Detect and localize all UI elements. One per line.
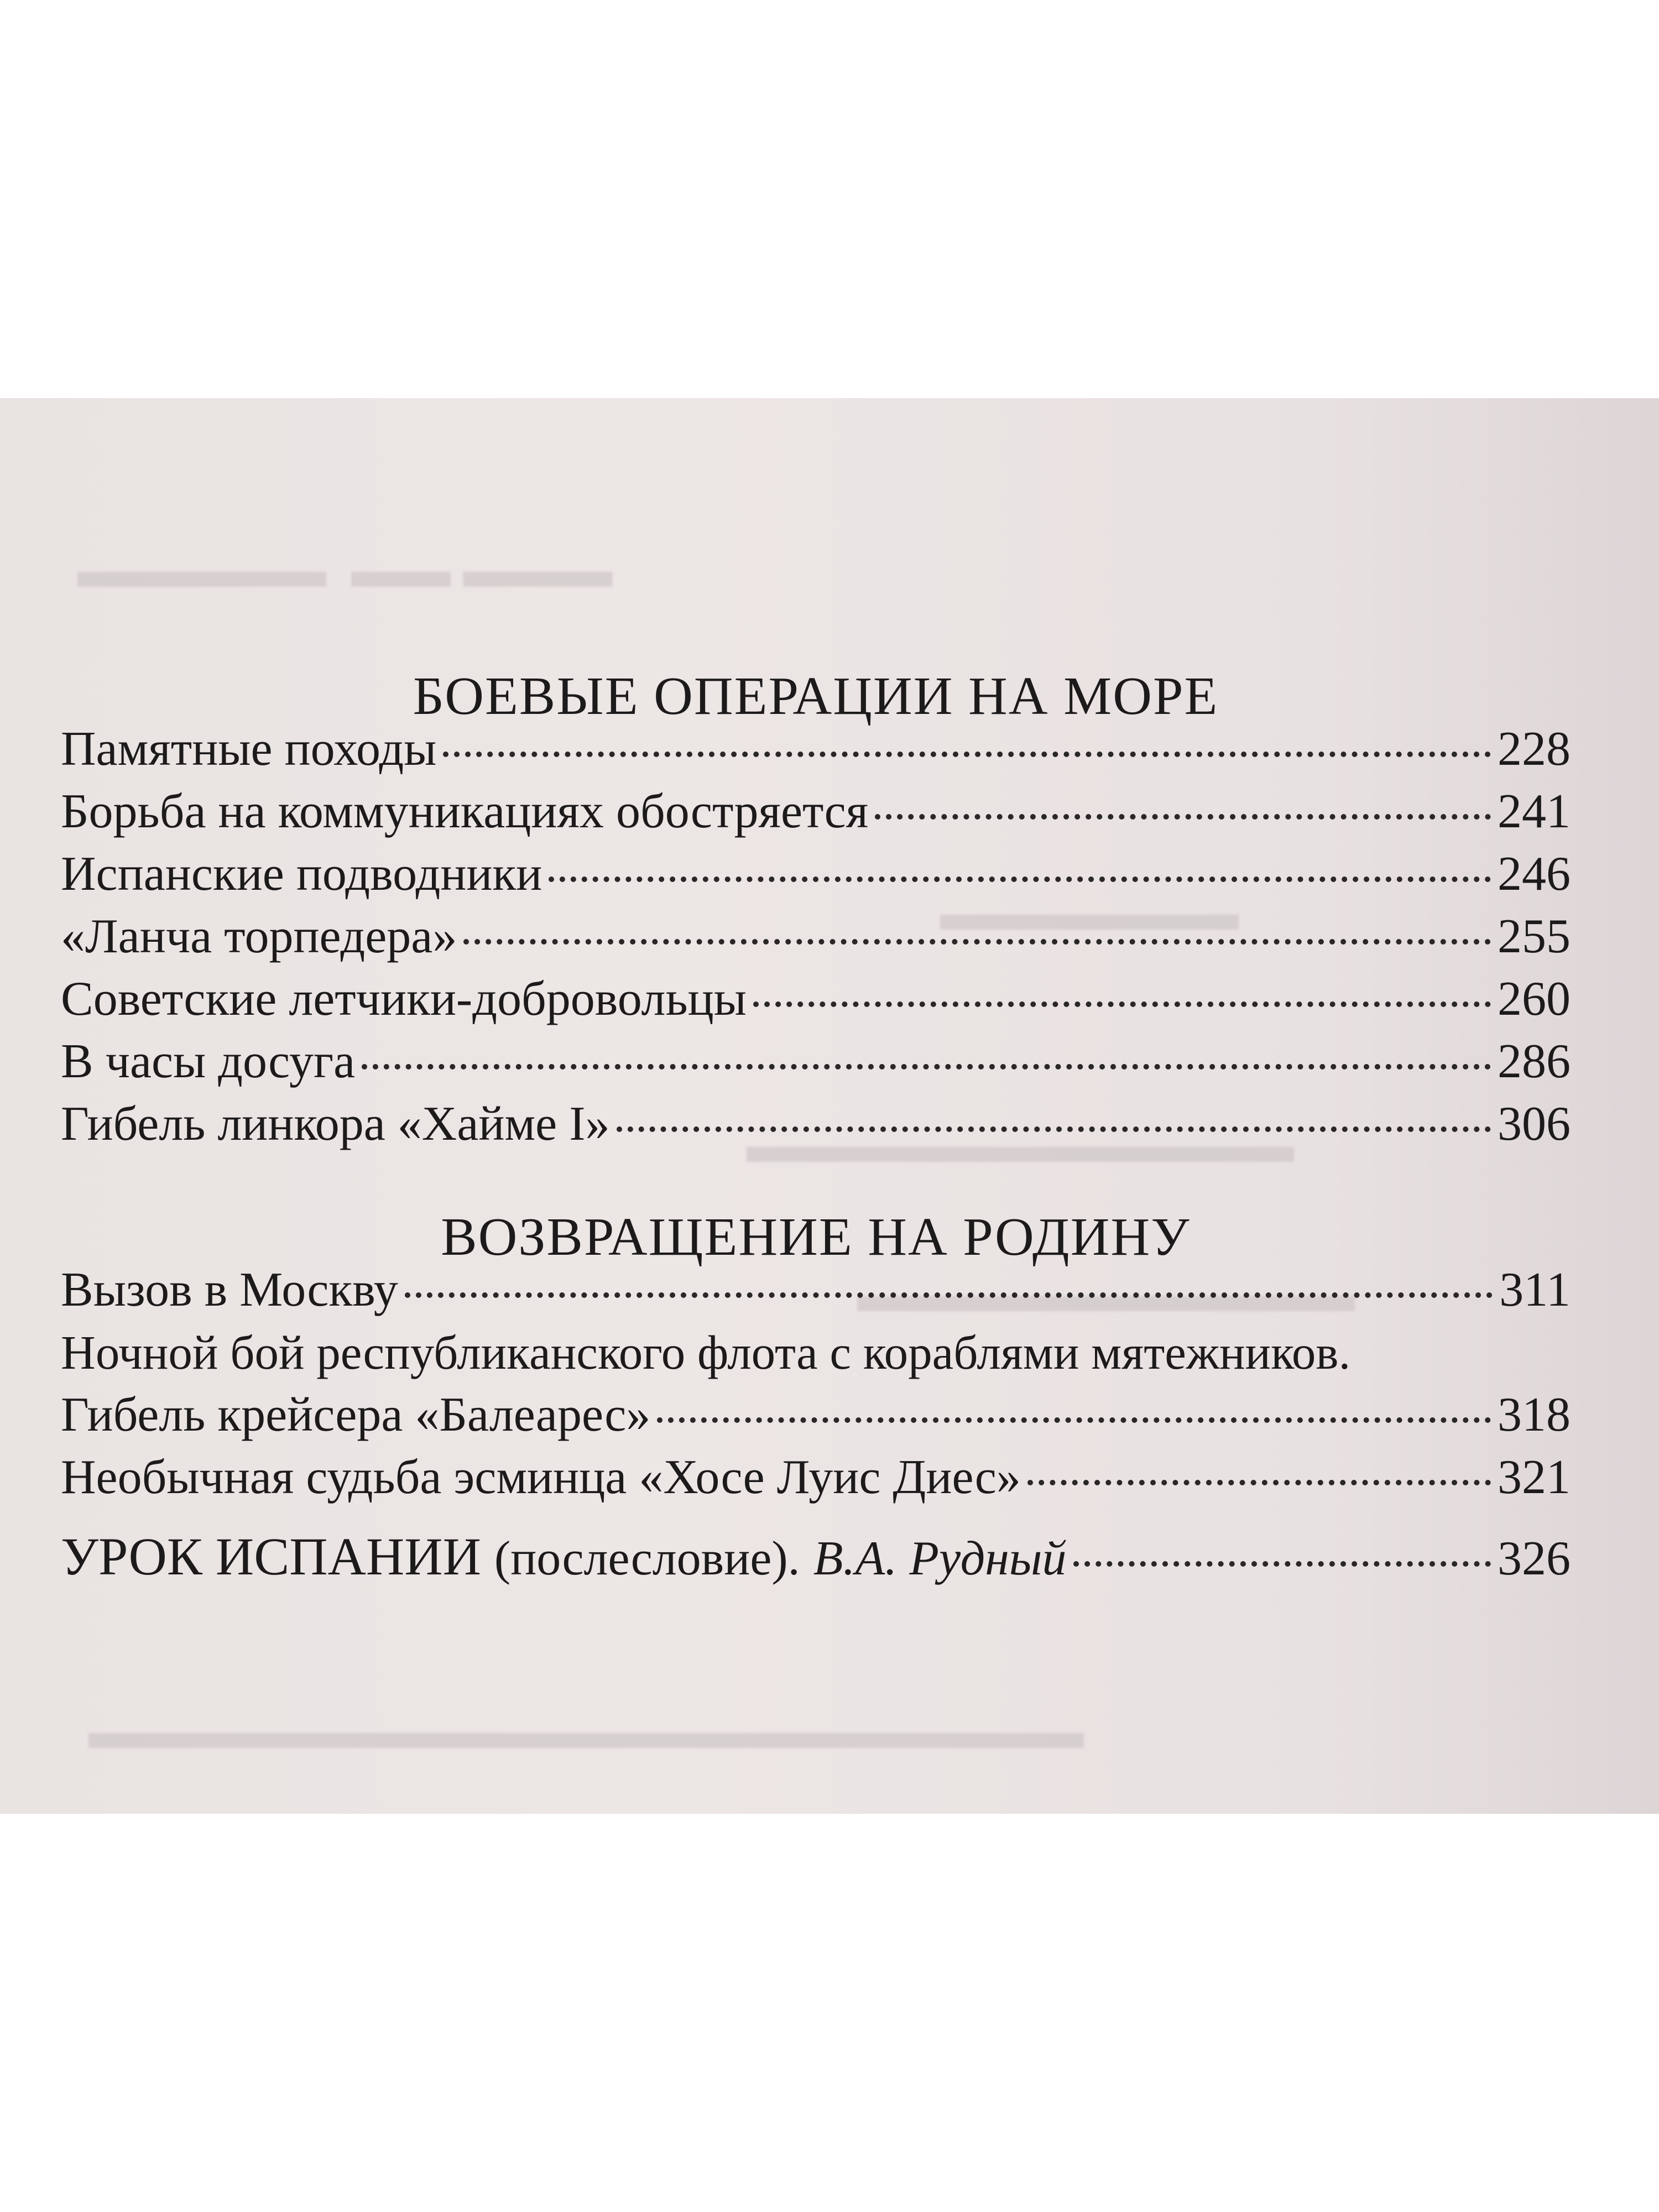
dot-leader xyxy=(875,814,1491,820)
toc-entry xyxy=(61,1094,1571,1155)
toc-entry-page: 326 xyxy=(1498,1532,1571,1585)
dot-leader xyxy=(657,1417,1491,1423)
toc-entry-page: 241 xyxy=(1498,785,1571,838)
toc-entry-page: 228 xyxy=(1498,722,1571,776)
toc-entry-title: В часы досуга xyxy=(61,1035,356,1088)
toc-entry-title: Гибель линкора «Хайме I» xyxy=(61,1097,610,1151)
toc-entry xyxy=(61,719,1571,780)
dot-leader xyxy=(753,1001,1491,1007)
afterword-subtitle: (послесловие). xyxy=(494,1532,800,1585)
toc-entry-page: 246 xyxy=(1498,847,1571,901)
dot-leader xyxy=(463,939,1491,945)
toc-entry xyxy=(61,1031,1571,1092)
toc-entry-title: «Ланча торпедера» xyxy=(61,910,457,963)
toc-entry-title: Ночной бой республиканского флота с кораблями мятежников. xyxy=(61,1326,1351,1379)
toc-entry-page: 260 xyxy=(1498,972,1571,1026)
toc-entry-page: 321 xyxy=(1498,1451,1571,1504)
book-page xyxy=(0,398,1659,1814)
bleed-through-texture: ▬▬▬▬▬ ▬▬ ▬▬▬ xyxy=(77,543,613,598)
toc-entry xyxy=(61,969,1571,1030)
toc-entry-page: 306 xyxy=(1498,1097,1571,1151)
toc-entry xyxy=(61,1447,1571,1508)
toc-entry-page: 318 xyxy=(1498,1388,1571,1442)
toc-entry-title: Гибель крейсера «Балеарес» xyxy=(61,1388,651,1442)
section-heading: БОЕВЫЕ ОПЕРАЦИИ НА МОРЕ xyxy=(413,666,1219,726)
toc-entry-title: Испанские подводники xyxy=(61,847,542,901)
dot-leader xyxy=(362,1064,1491,1070)
dot-leader xyxy=(549,877,1491,882)
section-heading: ВОЗВРАЩЕНИЕ НА РОДИНУ xyxy=(441,1207,1191,1267)
toc-entry xyxy=(61,781,1571,842)
toc-afterword xyxy=(61,1526,1571,1587)
toc-entry xyxy=(61,1260,1571,1321)
bleed-through-texture: ▬▬▬▬▬▬ xyxy=(940,886,1239,941)
bleed-through-texture: ▬▬▬▬▬▬▬▬▬▬▬▬▬▬▬▬▬▬▬▬ xyxy=(88,1704,1084,1759)
toc-entry xyxy=(61,906,1571,967)
toc-entry xyxy=(61,1322,1571,1383)
toc-entry-title: Советские летчики-добровольцы xyxy=(61,972,747,1026)
toc-entry-title: Памятные походы xyxy=(61,722,437,776)
bleed-through-texture: ▬▬▬▬▬▬▬▬▬▬▬ xyxy=(747,1118,1294,1173)
dot-leader xyxy=(1027,1480,1491,1485)
toc-entry-title: Вызов в Москву xyxy=(61,1263,398,1317)
toc-entry xyxy=(61,844,1571,905)
dot-leader xyxy=(405,1292,1493,1298)
toc-afterword-title xyxy=(61,1526,1067,1589)
toc-entry-title: Необычная судьба эсминца «Хосе Луис Диес» xyxy=(61,1451,1021,1504)
toc-entry xyxy=(61,1385,1571,1446)
dot-leader xyxy=(1073,1561,1491,1567)
dot-leader xyxy=(617,1126,1491,1132)
afterword-author: В.А. Рудный xyxy=(813,1532,1067,1585)
toc-entry-page: 286 xyxy=(1498,1035,1571,1088)
toc-entry-page: 255 xyxy=(1498,910,1571,963)
toc-entry-page: 311 xyxy=(1499,1263,1571,1317)
toc-entry-title: Борьба на коммуникациях обостряется xyxy=(61,785,869,838)
afterword-title: УРОК ИСПАНИИ xyxy=(61,1527,481,1586)
dot-leader xyxy=(443,752,1491,757)
bleed-through-texture: ▬▬▬▬▬▬▬▬▬▬ xyxy=(857,1267,1355,1322)
